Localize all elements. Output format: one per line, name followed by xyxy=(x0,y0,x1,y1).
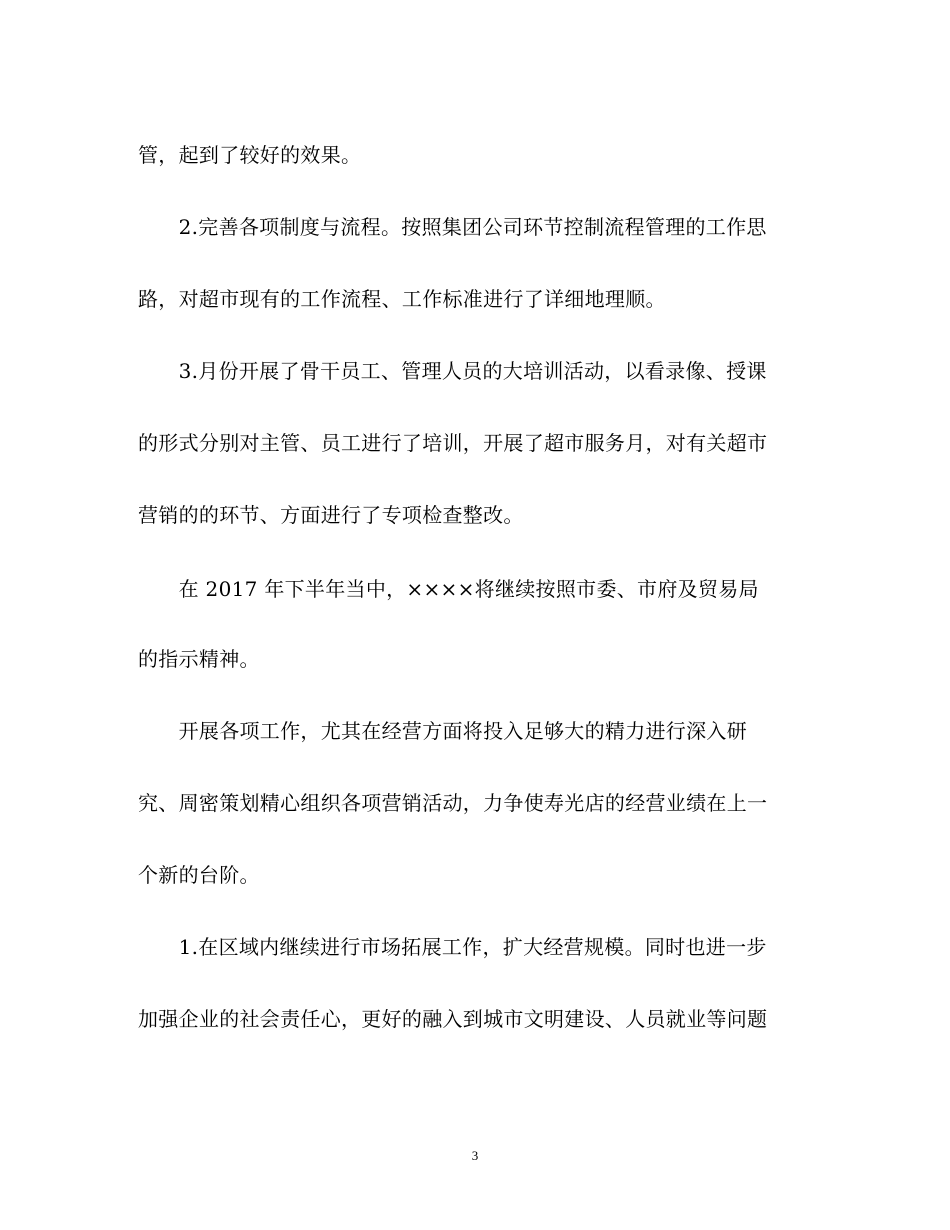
text-line: 管，起到了较好的效果。 xyxy=(138,143,362,167)
text-line: 开展各项工作，尤其在经营方面将投入足够大的精力进行深入研 xyxy=(138,719,747,743)
text-line: 的指示精神。 xyxy=(138,647,260,671)
text-line: 3.月份开展了骨干员工、管理人员的大培训活动，以看录像、授课 xyxy=(138,359,767,383)
text-line: 2.完善各项制度与流程。按照集团公司环节控制流程管理的工作思 xyxy=(138,215,767,239)
text-line: 究、周密策划精心组织各项营销活动，力争使寿光店的经营业绩在上一 xyxy=(138,791,768,815)
text-line: 1.在区域内继续进行市场拓展工作，扩大经营规模。同时也进一步 xyxy=(138,935,767,959)
text-line: 营销的的环节、方面进行了专项检查整改。 xyxy=(138,503,524,527)
text-line: 的形式分别对主管、员工进行了培训，开展了超市服务月，对有关超市 xyxy=(138,431,768,455)
text-line: 个新的台阶。 xyxy=(138,863,260,887)
text-line: 路，对超市现有的工作流程、工作标准进行了详细地理顺。 xyxy=(138,287,666,311)
text-line: 加强企业的社会责任心，更好的融入到城市文明建设、人员就业等问题 xyxy=(138,1007,768,1031)
page-number: 3 xyxy=(471,1148,479,1163)
text-line: 在 2017 年下半年当中，××××将继续按照市委、市府及贸易局 xyxy=(138,577,759,601)
